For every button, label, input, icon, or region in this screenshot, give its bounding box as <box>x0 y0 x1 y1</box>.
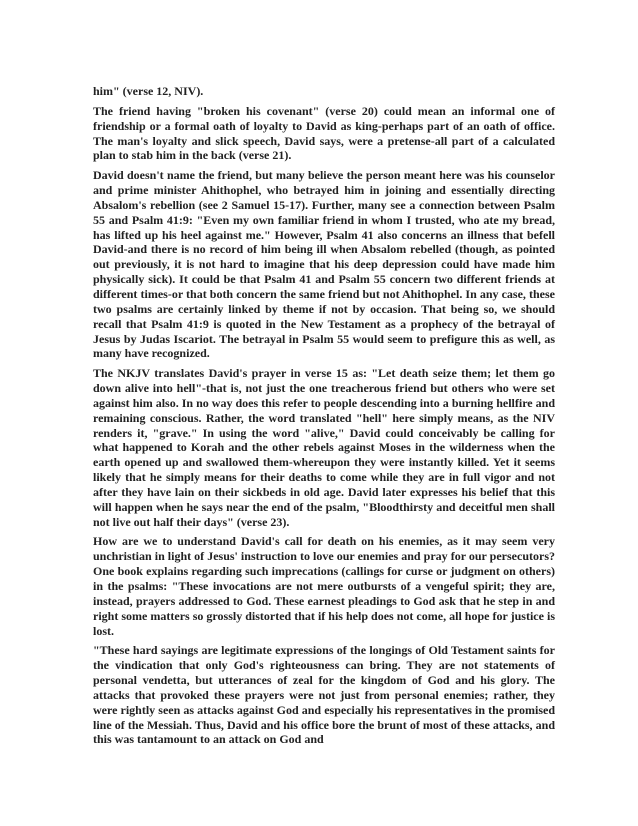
paragraph-1: him" (verse 12, NIV). <box>93 84 204 98</box>
paragraph-6: "These hard sayings are legitimate expressions of the longings of Old Testament saints for the vindication that only God's righteousness can bring. They are not statements of personal vendetta, but utterances of zeal for the kingdom of God and his glory. The attacks that provoked these prayers were not just from personal enemies; rather, they were rightly seen as attacks against God and especially his representatives in the promised line of the Messiah. Thus, David and his office bore the brunt of most of these attacks, and this was tantamount to an attack on God and <box>93 643 555 747</box>
paragraph-2: The friend having "broken his covenant" (verse 20) could mean an informal one of friendship or a formal oath of loyalty to David as king-perhaps part of an oath of office. The man's loyalty and slick speech, David says, were a pretense-all part of a calculated plan to stab him in the back (verse 21). <box>93 103 555 163</box>
document-page <box>93 84 555 752</box>
paragraph-5: How are we to understand David's call for death on his enemies, as it may seem very unchristian in light of Jesus' instruction to love our enemies and pray for our persecutors? One book explains regarding such imprecations (callings for curse or judgment on others) in the psalms: "These invocations are not mere outbursts of a vengeful spirit; they are, instead, prayers addressed to God. These earnest pleadings to God ask that he step in and right some matters so grossly distorted that if his help does not come, all hope for justice is lost. <box>93 534 555 638</box>
paragraph-3: David doesn't name the friend, but many believe the person meant here was his counselor and prime minister Ahithophel, who betrayed him in joining and essentially directing Absalom's rebellion (see 2 Samuel 15-17). Further, many see a connection between Psalm 55 and Psalm 41:9: "Even my own familiar friend in whom I trusted, who ate my bread, has lifted up his heel against me." However, Psalm 41 also concerns an illness that befell David-and there is no record of him being ill when Absalom rebelled (though, as pointed out previously, it is not hard to imagine that his deep depression could have made him physically sick). It could be that Psalm 41 and Psalm 55 concern two different friends at different times-or that both concern the same friend but not Ahithophel. In any case, these two psalms are certainly linked by theme if not by occasion. That being so, we should recall that Psalm 41:9 is quoted in the New Testament as a prophecy of the betrayal of Jesus by Judas Iscariot. The betrayal in Psalm 55 would seem to prefigure this as well, as many have recognized. <box>93 168 555 361</box>
paragraph-4: The NKJV translates David's prayer in verse 15 as: "Let death seize them; let them go down alive into hell"-that is, not just the one treacherous friend but others who were set against him also. In no way does this refer to people descending into a burning hellfire and remaining conscious. Rather, the word translated "hell" here simply means, as the NIV renders it, "grave." In using the word "alive," David could conceivably be calling for what happened to Korah and the other rebels against Moses in the wilderness when the earth opened up and swallowed them-whereupon they were instantly killed. Yet it seems likely that he simply means for their deaths to come while they are in full vigor and not after they have lain on their sickbeds in old age. David later expresses his belief that this will happen when he says near the end of the psalm, "Bloodthirsty and deceitful men shall not live out half their days" (verse 23). <box>93 366 555 529</box>
